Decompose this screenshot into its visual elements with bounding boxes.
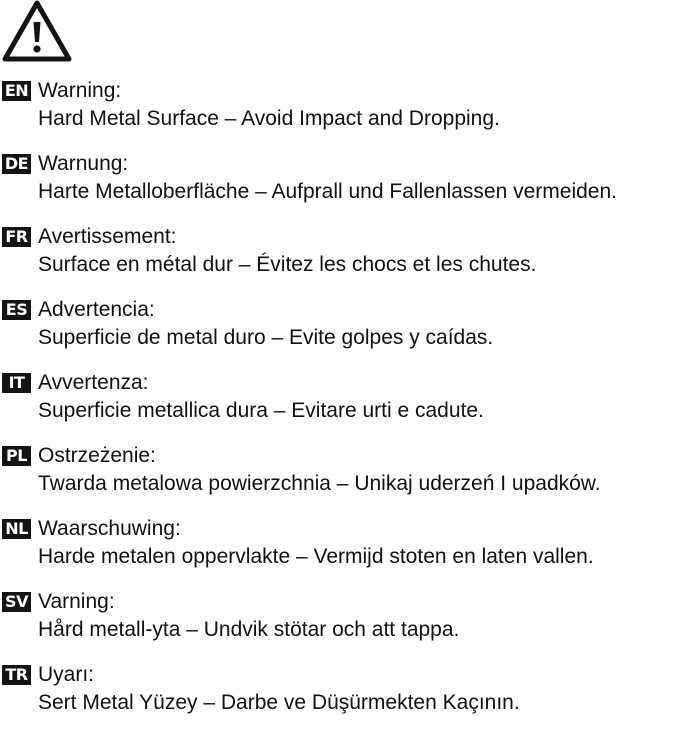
warning-entry-tr xyxy=(0,662,679,735)
language-code-badge: IT xyxy=(2,373,31,393)
warning-heading: Warning: xyxy=(38,79,122,102)
warning-triangle-icon xyxy=(2,0,72,62)
language-code-badge: DE xyxy=(2,154,31,174)
language-code-badge: TR xyxy=(2,665,31,685)
warning-entry-it xyxy=(0,370,679,443)
warning-heading: Warnung: xyxy=(38,152,129,175)
warning-entry-pl xyxy=(0,443,679,516)
warning-entry-sv xyxy=(0,589,679,662)
warning-heading: Waarschuwing: xyxy=(38,517,181,540)
language-code-badge: FR xyxy=(2,227,31,247)
warning-text: Sert Metal Yüzey – Darbe ve Düşürmekten Kaçının. xyxy=(38,691,520,714)
warning-entry-fr xyxy=(0,224,679,297)
language-code-badge: NL xyxy=(2,519,31,539)
warning-heading: Varning: xyxy=(38,590,115,613)
warning-text: Superficie de metal duro – Evite golpes y caídas. xyxy=(38,326,494,349)
warning-text: Superficie metallica dura – Evitare urti e cadute. xyxy=(38,399,484,422)
warning-text: Hård metall-yta – Undvik stötar och att tappa. xyxy=(38,618,460,641)
warning-entry-nl xyxy=(0,516,679,589)
warning-heading: Avvertenza: xyxy=(38,371,149,394)
warning-text: Harte Metalloberfläche – Aufprall und Fallenlassen vermeiden. xyxy=(38,180,617,203)
language-code-badge: EN xyxy=(2,81,31,101)
warning-heading: Uyarı: xyxy=(38,663,95,686)
warning-entry-de xyxy=(0,151,679,224)
language-code-badge: PL xyxy=(2,446,31,466)
warning-text: Surface en métal dur – Évitez les chocs et les chutes. xyxy=(38,253,537,276)
warning-heading: Ostrzeżenie: xyxy=(38,444,156,467)
language-code-badge: ES xyxy=(2,300,31,320)
warning-entry-en xyxy=(0,78,679,151)
language-code-badge: SV xyxy=(2,592,31,612)
warning-text: Twarda metalowa powierzchnia – Unikaj uderzeń I upadków. xyxy=(38,472,601,495)
warning-heading: Advertencia: xyxy=(38,298,155,321)
warning-entry-es xyxy=(0,297,679,370)
warning-text: Hard Metal Surface – Avoid Impact and Dropping. xyxy=(38,107,500,130)
warning-list xyxy=(0,78,679,735)
warning-heading: Avertissement: xyxy=(38,225,177,248)
warning-text: Harde metalen oppervlakte – Vermijd stoten en laten vallen. xyxy=(38,545,594,568)
